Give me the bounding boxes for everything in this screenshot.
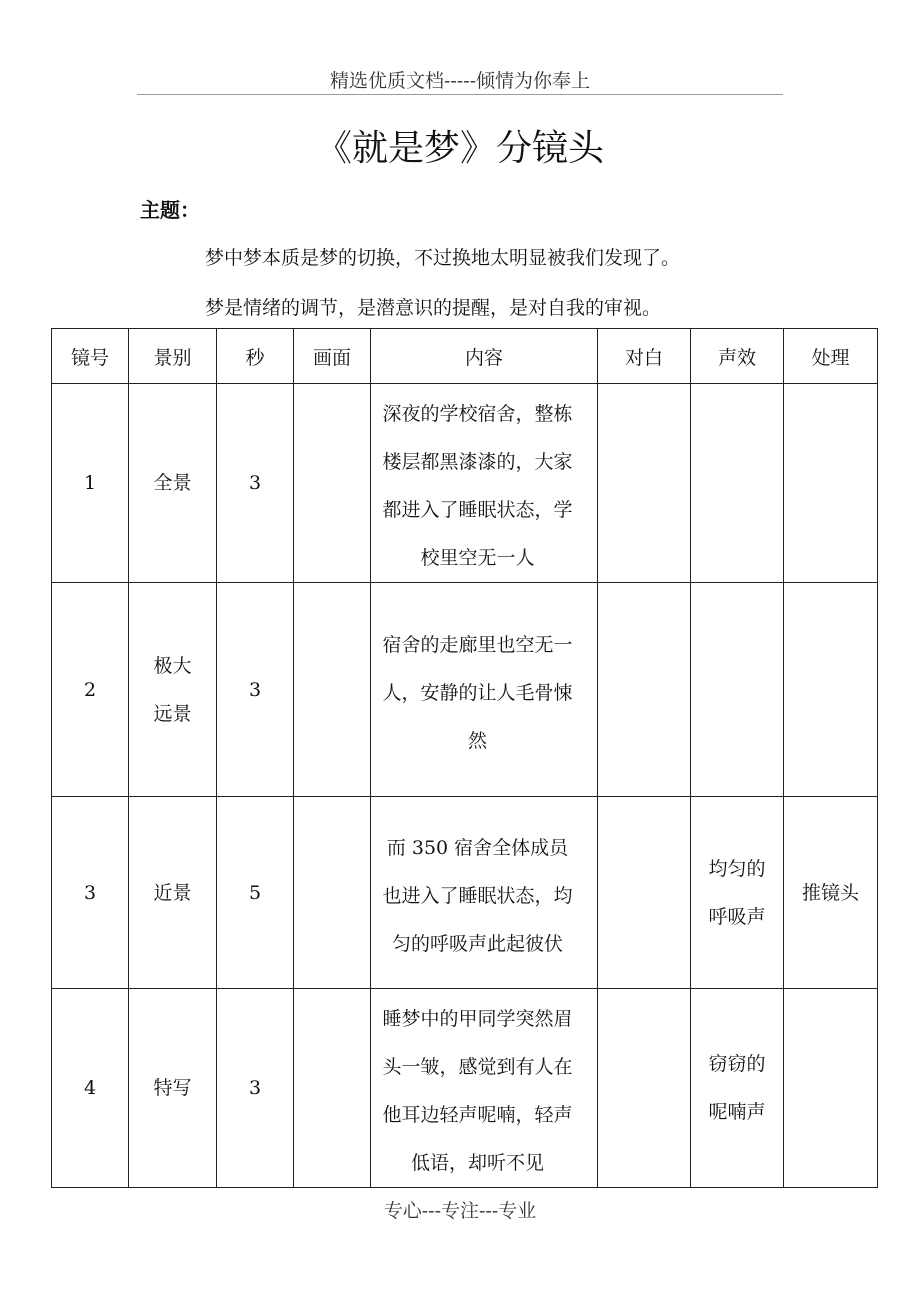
shot-sound (691, 384, 784, 583)
header-content: 内容 (371, 329, 598, 384)
shot-content-cell (371, 797, 598, 989)
table-row (52, 989, 878, 1188)
header-shot-type: 景别 (129, 329, 217, 384)
table-row (52, 797, 878, 989)
shot-type-text: 极大远景 (153, 654, 192, 725)
shot-content: 深夜的学校宿舍，整栋楼层都黑漆漆的，大家都进入了睡眠状态，学校里空无一人 (382, 403, 573, 569)
header-divider (137, 94, 783, 95)
shot-content-cell (371, 384, 598, 583)
page-footer: 专心---专注---专业 (383, 1200, 537, 1222)
shot-type: 特写 (129, 989, 217, 1188)
table-row (52, 384, 878, 583)
shot-dialogue (598, 797, 691, 989)
shot-seconds: 3 (217, 989, 294, 1188)
shot-process (784, 583, 878, 797)
shot-type: 近景 (129, 797, 217, 989)
shot-picture (294, 797, 371, 989)
shot-number: 4 (52, 989, 129, 1188)
shot-type (129, 583, 217, 797)
shot-process (784, 989, 878, 1188)
shot-number: 1 (52, 384, 129, 583)
shot-seconds: 3 (217, 384, 294, 583)
header-seconds: 秒 (217, 329, 294, 384)
shot-seconds: 3 (217, 583, 294, 797)
shot-number: 2 (52, 583, 129, 797)
shot-sound (691, 583, 784, 797)
header-sound: 声效 (691, 329, 784, 384)
shot-sound (691, 989, 784, 1188)
shot-dialogue (598, 583, 691, 797)
page-header: 精选优质文档-----倾情为你奉上 (329, 70, 591, 92)
shot-dialogue (598, 989, 691, 1188)
shot-sound (691, 797, 784, 989)
shot-process: 推镜头 (784, 797, 878, 989)
header-picture: 画面 (294, 329, 371, 384)
shot-content: 而 350 宿舍全体成员也进入了睡眠状态，均匀的呼吸声此起彼伏 (382, 836, 573, 955)
shot-picture (294, 989, 371, 1188)
shot-content-cell (371, 583, 598, 797)
table-header-row (52, 329, 878, 384)
theme-label: 主题： (140, 198, 200, 222)
shot-number: 3 (52, 797, 129, 989)
shot-picture (294, 384, 371, 583)
storyboard-table (51, 328, 878, 1188)
shot-dialogue (598, 384, 691, 583)
shot-sound-text: 窃窃的呢喃声 (708, 1053, 766, 1123)
shot-type: 全景 (129, 384, 217, 583)
shot-process (784, 384, 878, 583)
header-dialogue: 对白 (598, 329, 691, 384)
shot-content: 睡梦中的甲同学突然眉头一皱，感觉到有人在他耳边轻声呢喃，轻声低语，却听不见 (382, 1008, 573, 1174)
shot-sound-text: 均匀的呼吸声 (708, 857, 766, 928)
header-shot-number: 镜号 (52, 329, 129, 384)
header-process: 处理 (784, 329, 878, 384)
shot-seconds: 5 (217, 797, 294, 989)
shot-content-cell (371, 989, 598, 1188)
shot-picture (294, 583, 371, 797)
theme-line-2: 梦是情绪的调节，是潜意识的提醒，是对自我的审视。 (205, 297, 662, 319)
table-row (52, 583, 878, 797)
document-title: 《就是梦》分镜头 (315, 128, 604, 169)
theme-line-1: 梦中梦本质是梦的切换，不过换地太明显被我们发现了。 (205, 247, 681, 269)
shot-content: 宿舍的走廊里也空无一人，安静的让人毛骨悚然 (382, 633, 573, 752)
